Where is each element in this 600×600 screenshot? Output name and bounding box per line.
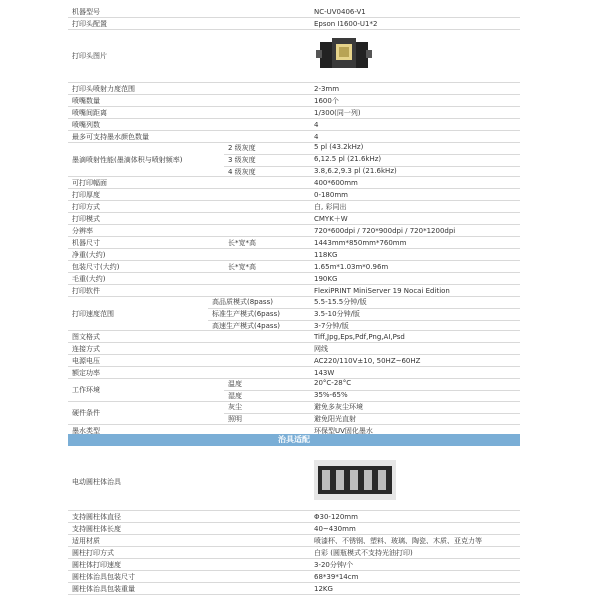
spec-subrow [224, 402, 520, 414]
spec-sublabel: 长*宽*高 [228, 262, 256, 271]
spec-value: 2-3mm [314, 84, 340, 93]
spec-row-net-weight [68, 249, 520, 261]
spec-label: 毛重(大约) [72, 274, 106, 283]
spec-row-print-area [68, 177, 520, 189]
spec-value: 1600个 [314, 96, 339, 105]
spec-value: 12KG [314, 584, 333, 593]
spec-value: FlexiPRINT MiniServer 19 Nocai Edition [314, 286, 450, 295]
spec-label: 硬件条件 [72, 409, 100, 417]
jig-row-diameter [68, 511, 520, 523]
spec-value: 3-20分钟/个 [314, 560, 354, 569]
spec-subrow [224, 143, 520, 155]
spec-label: 可打印幅面 [72, 178, 107, 187]
spec-value: 0-180mm [314, 190, 348, 199]
spec-row-machine-size [68, 237, 520, 249]
spec-value: 避免多灰尘环境 [314, 403, 363, 411]
spec-label: 打印头喷射力度范围 [72, 84, 135, 93]
spec-label: 喷嘴数量 [72, 96, 100, 105]
spec-label: 打印软件 [72, 286, 100, 295]
spec-value: 5.5-15.5分钟/版 [314, 298, 367, 306]
spec-label: 最多可支持墨水颜色数量 [72, 132, 149, 141]
jig-row-pkg-size [68, 571, 520, 583]
spec-value: 1443mm*850mm*760mm [314, 238, 407, 247]
spec-value: 143W [314, 368, 335, 377]
spec-group-hardware [68, 402, 520, 425]
spec-row-print-method [68, 201, 520, 213]
spec-label: 适用材质 [72, 536, 100, 545]
spec-subrow [224, 414, 520, 424]
spec-group-ink-performance [68, 143, 520, 177]
spec-value: 5 pl (43.2kHz) [314, 143, 364, 151]
spec-value: 400*600mm [314, 178, 358, 187]
spec-sublabel: 温度 [228, 380, 242, 388]
spec-label: 圆柱打印方式 [72, 548, 114, 557]
spec-row-jet-distance [68, 83, 520, 95]
spec-label: 电动圆柱体治具 [72, 478, 121, 486]
spec-subrow [208, 321, 520, 331]
spec-row-print-thickness [68, 189, 520, 201]
spec-label: 圆柱体打印速度 [72, 560, 121, 569]
jig-row-method [68, 547, 520, 559]
spec-value: AC220/110V±10, 50HZ~60HZ [314, 356, 421, 365]
spec-row-connection [68, 343, 520, 355]
spec-label: 打印头图片 [72, 52, 107, 60]
spec-table [68, 6, 520, 437]
spec-value: 环保型UV固化墨水 [314, 426, 373, 435]
spec-sublabel: 灰尘 [228, 403, 242, 411]
spec-label: 喷嘴间距离 [72, 108, 107, 117]
spec-subrow [208, 297, 520, 309]
spec-value: 网线 [314, 344, 328, 353]
spec-row-software [68, 285, 520, 297]
spec-subrow [208, 309, 520, 321]
jig-row-materials [68, 535, 520, 547]
spec-row-print-mode [68, 213, 520, 225]
spec-row-nozzle-spacing [68, 107, 520, 119]
spec-sublabel: 4 级灰度 [228, 168, 256, 176]
spec-subrow [224, 167, 520, 177]
cylinder-jig-image [314, 460, 396, 500]
jig-table [68, 454, 520, 595]
spec-value: 20°C-28°C [314, 379, 352, 387]
spec-label: 包装尺寸(大约) [72, 262, 120, 271]
spec-value: 1/300(同一列) [314, 108, 361, 117]
spec-row-printhead-image [68, 30, 520, 83]
spec-label: 分辨率 [72, 226, 93, 235]
spec-value: 118KG [314, 250, 338, 259]
spec-value: CMYK＋W [314, 214, 348, 223]
jig-row-speed [68, 559, 520, 571]
spec-group-speed [68, 297, 520, 331]
spec-label: 工作环境 [72, 386, 100, 394]
spec-value: 4 [314, 120, 319, 129]
spec-value: 35%-65% [314, 391, 348, 399]
spec-label: 机器型号 [72, 7, 100, 16]
spec-value: 720*600dpi / 720*900dpi / 720*1200dpi [314, 226, 456, 235]
spec-row-package-size [68, 261, 520, 273]
spec-label: 墨水类型 [72, 426, 100, 435]
spec-value: 6,12.5 pl (21.6kHz) [314, 155, 382, 163]
spec-value: 3.5-10分钟/版 [314, 310, 360, 318]
printhead-image [314, 34, 374, 74]
spec-label: 墨滴喷射性能(墨滴体积与喷射频率) [72, 155, 183, 164]
spec-value: 68*39*14cm [314, 572, 359, 581]
spec-value: Φ30-120mm [314, 512, 358, 521]
jig-row-length [68, 523, 520, 535]
spec-label: 支持圆柱体长度 [72, 524, 121, 533]
spec-label: 打印厚度 [72, 190, 100, 199]
spec-label: 支持圆柱体直径 [72, 512, 121, 521]
spec-label: 机器尺寸 [72, 238, 100, 247]
spec-value: 40~430mm [314, 524, 356, 533]
spec-value: Tiff,Jpg,Eps,Pdf,Png,AI,Psd [314, 332, 405, 341]
spec-value: 1.65m*1.03m*0.96m [314, 262, 389, 271]
spec-sublabel: 高品质模式(8pass) [212, 298, 273, 306]
spec-row-resolution [68, 225, 520, 237]
spec-label: 打印速度范围 [72, 309, 114, 318]
spec-sublabel: 标准生产模式(6pass) [212, 310, 280, 318]
spec-row-printhead-config [68, 18, 520, 30]
spec-sublabel: 照明 [228, 415, 242, 423]
jig-row-image [68, 454, 520, 511]
spec-label: 连接方式 [72, 344, 100, 353]
spec-label: 净重(大约) [72, 250, 106, 259]
spec-value: 4 [314, 132, 319, 141]
spec-label: 电源电压 [72, 356, 100, 365]
spec-row-voltage [68, 355, 520, 367]
spec-label: 打印头配置 [72, 19, 107, 28]
spec-row-nozzle-rows [68, 119, 520, 131]
spec-sublabel: 长*宽*高 [228, 238, 256, 247]
spec-row-max-colors [68, 131, 520, 143]
spec-sublabel: 湿度 [228, 392, 242, 400]
spec-row-power [68, 367, 520, 379]
spec-label: 圆柱体治具包装重量 [72, 584, 135, 593]
spec-subrow [224, 391, 520, 401]
section-title-jig: 治具适配 [68, 434, 520, 446]
spec-value: 190KG [314, 274, 338, 283]
spec-label: 图文格式 [72, 332, 100, 341]
spec-value: 喷漆杯、不锈钢、塑料、玻璃、陶瓷、木质、亚克力等 [314, 536, 482, 545]
spec-label: 喷嘴列数 [72, 120, 100, 129]
jig-row-pkg-weight [68, 583, 520, 595]
spec-sublabel: 2 级灰度 [228, 144, 256, 152]
spec-row-gross-weight [68, 273, 520, 285]
spec-sublabel: 3 级灰度 [228, 156, 256, 164]
spec-value: 3-7分钟/版 [314, 322, 349, 330]
spec-group-environment [68, 379, 520, 402]
spec-value: Epson I1600-U1*2 [314, 19, 378, 28]
spec-value: 3.8,6.2,9.3 pl (21.6kHz) [314, 167, 397, 175]
spec-value: 避免阳光直射 [314, 415, 356, 423]
spec-label: 圆柱体治具包装尺寸 [72, 572, 135, 581]
spec-subrow [224, 379, 520, 391]
spec-row-model [68, 6, 520, 18]
spec-label: 额定功率 [72, 368, 100, 377]
spec-label: 打印模式 [72, 214, 100, 223]
spec-label: 打印方式 [72, 202, 100, 211]
spec-row-image-format [68, 331, 520, 343]
spec-sublabel: 高速生产模式(4pass) [212, 322, 280, 330]
spec-subrow [224, 155, 520, 167]
spec-value: 白, 彩同出 [314, 202, 347, 211]
spec-value: NC-UV0406-V1 [314, 7, 366, 16]
spec-value: 白彩 (圆瓶模式不支持光油打印) [314, 548, 413, 557]
spec-row-nozzle-count [68, 95, 520, 107]
